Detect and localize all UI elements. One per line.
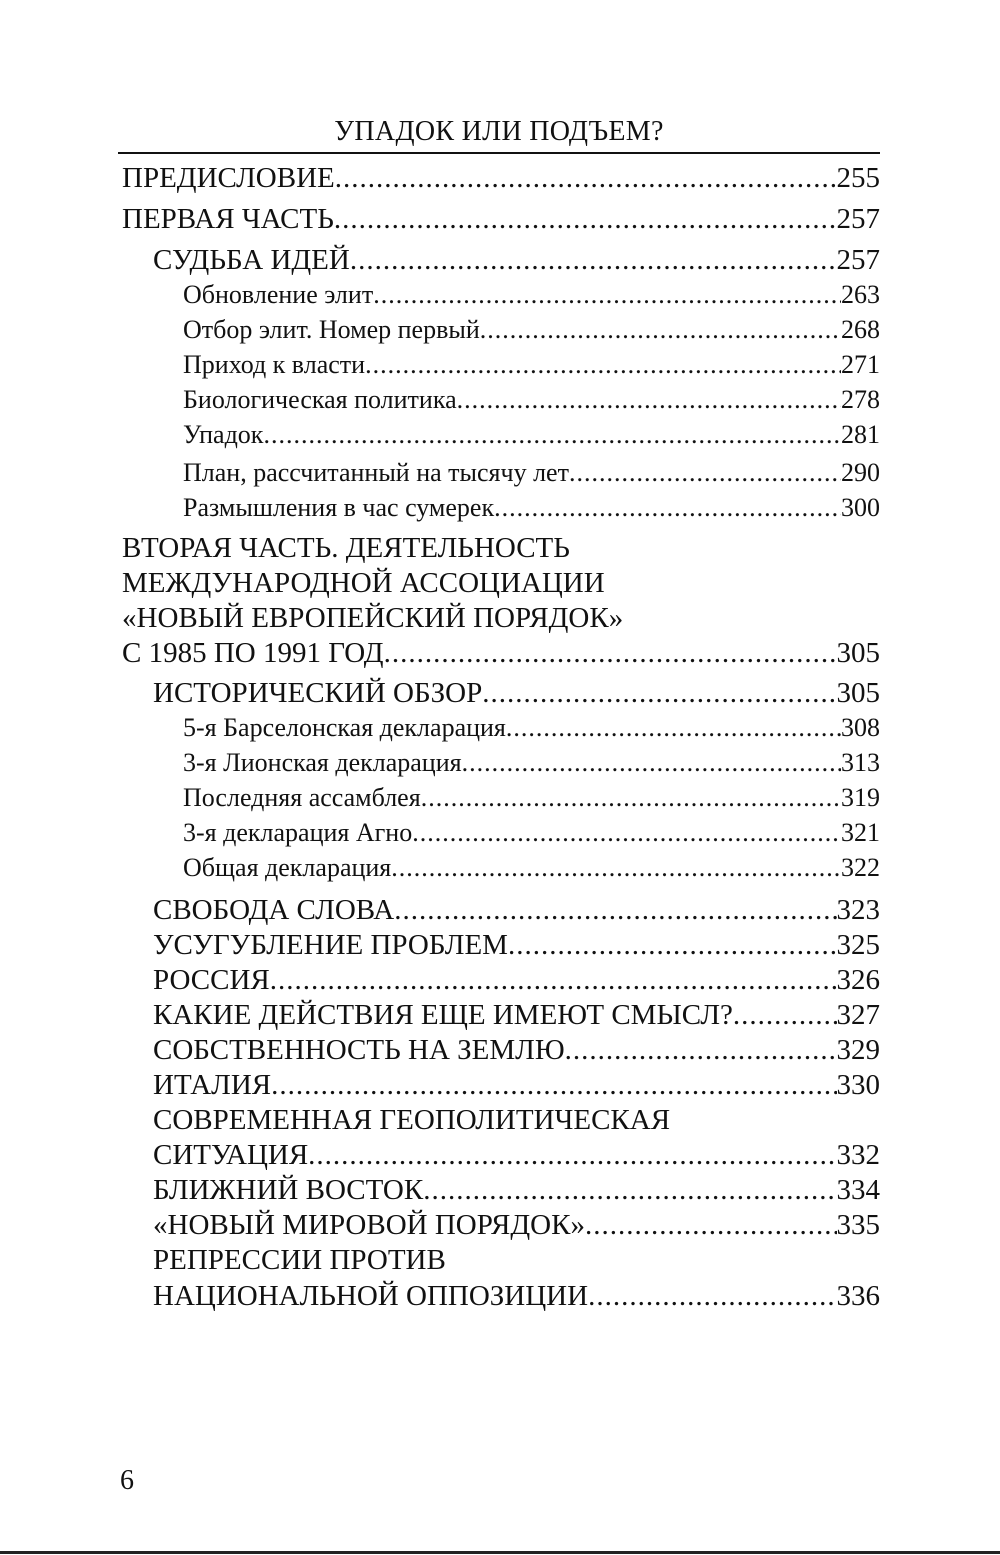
toc-entry-page: 255 bbox=[836, 162, 880, 194]
toc-entry-page: 329 bbox=[836, 1034, 880, 1066]
toc-entry-label: Последняя ассамблея bbox=[183, 783, 421, 812]
dot-leader bbox=[506, 710, 841, 746]
toc-entry-label: СВОБОДА СЛОВА bbox=[153, 894, 395, 926]
toc-entry-page: 281 bbox=[841, 420, 880, 449]
dot-leader bbox=[565, 1032, 837, 1068]
toc-entry-label: ПЕРВАЯ ЧАСТЬ bbox=[122, 203, 334, 235]
toc-entry bbox=[153, 242, 880, 278]
toc-entry-label: Биологическая политика bbox=[183, 385, 457, 414]
toc-entry-page: 290 bbox=[841, 458, 880, 487]
toc-entry bbox=[153, 1172, 880, 1208]
dot-leader bbox=[334, 201, 837, 237]
toc-entry bbox=[183, 745, 880, 781]
toc-entry bbox=[153, 1207, 880, 1243]
toc-entry bbox=[153, 962, 880, 998]
toc-entry-label: ПРЕДИСЛОВИЕ bbox=[122, 162, 335, 194]
dot-leader bbox=[391, 850, 841, 886]
dot-leader bbox=[508, 927, 837, 963]
toc-entry-page: 257 bbox=[836, 244, 880, 276]
toc-entry-page: 325 bbox=[836, 929, 880, 961]
toc-entry-page: 305 bbox=[836, 677, 880, 709]
toc-heading-line: «НОВЫЙ ЕВРОПЕЙСКИЙ ПОРЯДОК» bbox=[122, 602, 624, 634]
dot-leader bbox=[308, 1137, 836, 1173]
toc-entry-label: БЛИЖНИЙ ВОСТОК bbox=[153, 1174, 424, 1206]
toc-entry-label: КАКИЕ ДЕЙСТВИЯ ЕЩЕ ИМЕЮТ СМЫСЛ? bbox=[153, 999, 733, 1031]
toc-entry-page: 305 bbox=[836, 637, 880, 669]
toc-entry-label: 3-я декларация Агно bbox=[183, 818, 413, 847]
toc-entry-label: СОБСТВЕННОСТЬ НА ЗЕМЛЮ bbox=[153, 1034, 565, 1066]
toc-entry-page: 323 bbox=[836, 894, 880, 926]
toc-entry-label: Приход к власти bbox=[183, 350, 366, 379]
toc-entry-label: Размышления в час сумерек bbox=[183, 493, 495, 522]
toc-entry bbox=[153, 1278, 880, 1314]
toc-entry bbox=[153, 997, 880, 1033]
toc-entry bbox=[183, 417, 880, 453]
bottom-rule bbox=[0, 1551, 1000, 1554]
toc-entry-label: СУДЬБА ИДЕЙ bbox=[153, 244, 350, 276]
toc-entry bbox=[183, 455, 880, 491]
dot-leader bbox=[462, 745, 841, 781]
toc-entry-page: 330 bbox=[836, 1069, 880, 1101]
toc-entry bbox=[183, 277, 880, 313]
dot-leader bbox=[733, 997, 837, 1033]
toc-entry-label: Отбор элит. Номер первый bbox=[183, 315, 480, 344]
toc-entry bbox=[183, 347, 880, 383]
toc-entry bbox=[153, 675, 880, 711]
toc-entry-label: СИТУАЦИЯ bbox=[153, 1139, 309, 1171]
dot-leader bbox=[457, 382, 841, 418]
dot-leader bbox=[494, 490, 841, 526]
dot-leader bbox=[335, 160, 837, 196]
toc-heading-line: СОВРЕМЕННАЯ ГЕОПОЛИТИЧЕСКАЯ bbox=[153, 1104, 671, 1136]
dot-leader bbox=[588, 1278, 836, 1314]
dot-leader bbox=[384, 635, 837, 671]
toc-entry bbox=[153, 927, 880, 963]
toc-entry-label: НАЦИОНАЛЬНОЙ ОППОЗИЦИИ bbox=[153, 1280, 589, 1312]
toc-entry bbox=[183, 815, 880, 851]
toc-entry-page: 322 bbox=[841, 853, 880, 882]
toc-entry-label: ИТАЛИЯ bbox=[153, 1069, 272, 1101]
toc-entry bbox=[183, 850, 880, 886]
toc-entry-page: 319 bbox=[841, 783, 880, 812]
toc-entry-page: 321 bbox=[841, 818, 880, 847]
dot-leader bbox=[569, 455, 841, 491]
toc-entry-label: С 1985 ПО 1991 ГОД bbox=[122, 637, 384, 669]
dot-leader bbox=[373, 277, 841, 313]
toc-entry bbox=[122, 201, 880, 237]
toc-entry-label: Обновление элит bbox=[183, 280, 374, 309]
dot-leader bbox=[412, 815, 841, 851]
toc-heading-line: МЕЖДУНАРОДНОЙ АССОЦИАЦИИ bbox=[122, 567, 605, 599]
page-title: УПАДОК ИЛИ ПОДЪЕМ? bbox=[334, 116, 664, 147]
toc-entry-page: 263 bbox=[841, 280, 880, 309]
toc-entry-page: 327 bbox=[836, 999, 880, 1031]
toc-entry-label: УСУГУБЛЕНИЕ ПРОБЛЕМ bbox=[153, 929, 508, 961]
toc-entry bbox=[122, 635, 880, 671]
toc-entry-page: 334 bbox=[836, 1174, 880, 1206]
toc-entry bbox=[153, 892, 880, 928]
toc-entry bbox=[122, 160, 880, 196]
dot-leader bbox=[423, 1172, 836, 1208]
toc-entry-label: План, рассчитанный на тысячу лет bbox=[183, 458, 569, 487]
dot-leader bbox=[585, 1207, 837, 1243]
toc-entry-page: 271 bbox=[841, 350, 880, 379]
toc-entry-label: 5-я Барселонская декларация bbox=[183, 713, 506, 742]
dot-leader bbox=[421, 780, 841, 816]
toc-entry bbox=[153, 1067, 880, 1103]
toc-heading-line: ВТОРАЯ ЧАСТЬ. ДЕЯТЕЛЬНОСТЬ bbox=[122, 532, 570, 564]
toc-entry-label: Упадок bbox=[183, 420, 264, 449]
toc-entry-page: 335 bbox=[836, 1209, 880, 1241]
toc-entry-page: 300 bbox=[841, 493, 880, 522]
dot-leader bbox=[271, 1067, 836, 1103]
dot-leader bbox=[480, 312, 841, 348]
toc-entry-page: 326 bbox=[836, 964, 880, 996]
toc-entry bbox=[183, 382, 880, 418]
toc-heading-line: РЕПРЕССИИ ПРОТИВ bbox=[153, 1244, 446, 1276]
dot-leader bbox=[482, 675, 836, 711]
toc-entry bbox=[183, 710, 880, 746]
toc-entry-label: РОССИЯ bbox=[153, 964, 270, 996]
dot-leader bbox=[263, 417, 841, 453]
toc-entry bbox=[153, 1032, 880, 1068]
toc-entry-label: 3-я Лионская декларация bbox=[183, 748, 462, 777]
toc-entry bbox=[153, 1137, 880, 1173]
toc-entry bbox=[183, 780, 880, 816]
dot-leader bbox=[270, 962, 837, 998]
toc-entry-page: 332 bbox=[836, 1139, 880, 1171]
toc-entry bbox=[183, 490, 880, 526]
page-number: 6 bbox=[120, 1465, 134, 1496]
toc-entry-page: 308 bbox=[841, 713, 880, 742]
toc-entry-page: 268 bbox=[841, 315, 880, 344]
toc-entry-label: Общая декларация bbox=[183, 853, 392, 882]
toc-entry-page: 257 bbox=[836, 203, 880, 235]
dot-leader bbox=[365, 347, 841, 383]
dot-leader bbox=[394, 892, 836, 928]
toc-entry-page: 313 bbox=[841, 748, 880, 777]
toc-entry-page: 336 bbox=[836, 1280, 880, 1312]
toc-entry-label: ИСТОРИЧЕСКИЙ ОБЗОР bbox=[153, 677, 483, 709]
toc-entry bbox=[183, 312, 880, 348]
toc-entry-label: «НОВЫЙ МИРОВОЙ ПОРЯДОК» bbox=[153, 1209, 585, 1241]
dot-leader bbox=[350, 242, 837, 278]
toc-entry-page: 278 bbox=[841, 385, 880, 414]
